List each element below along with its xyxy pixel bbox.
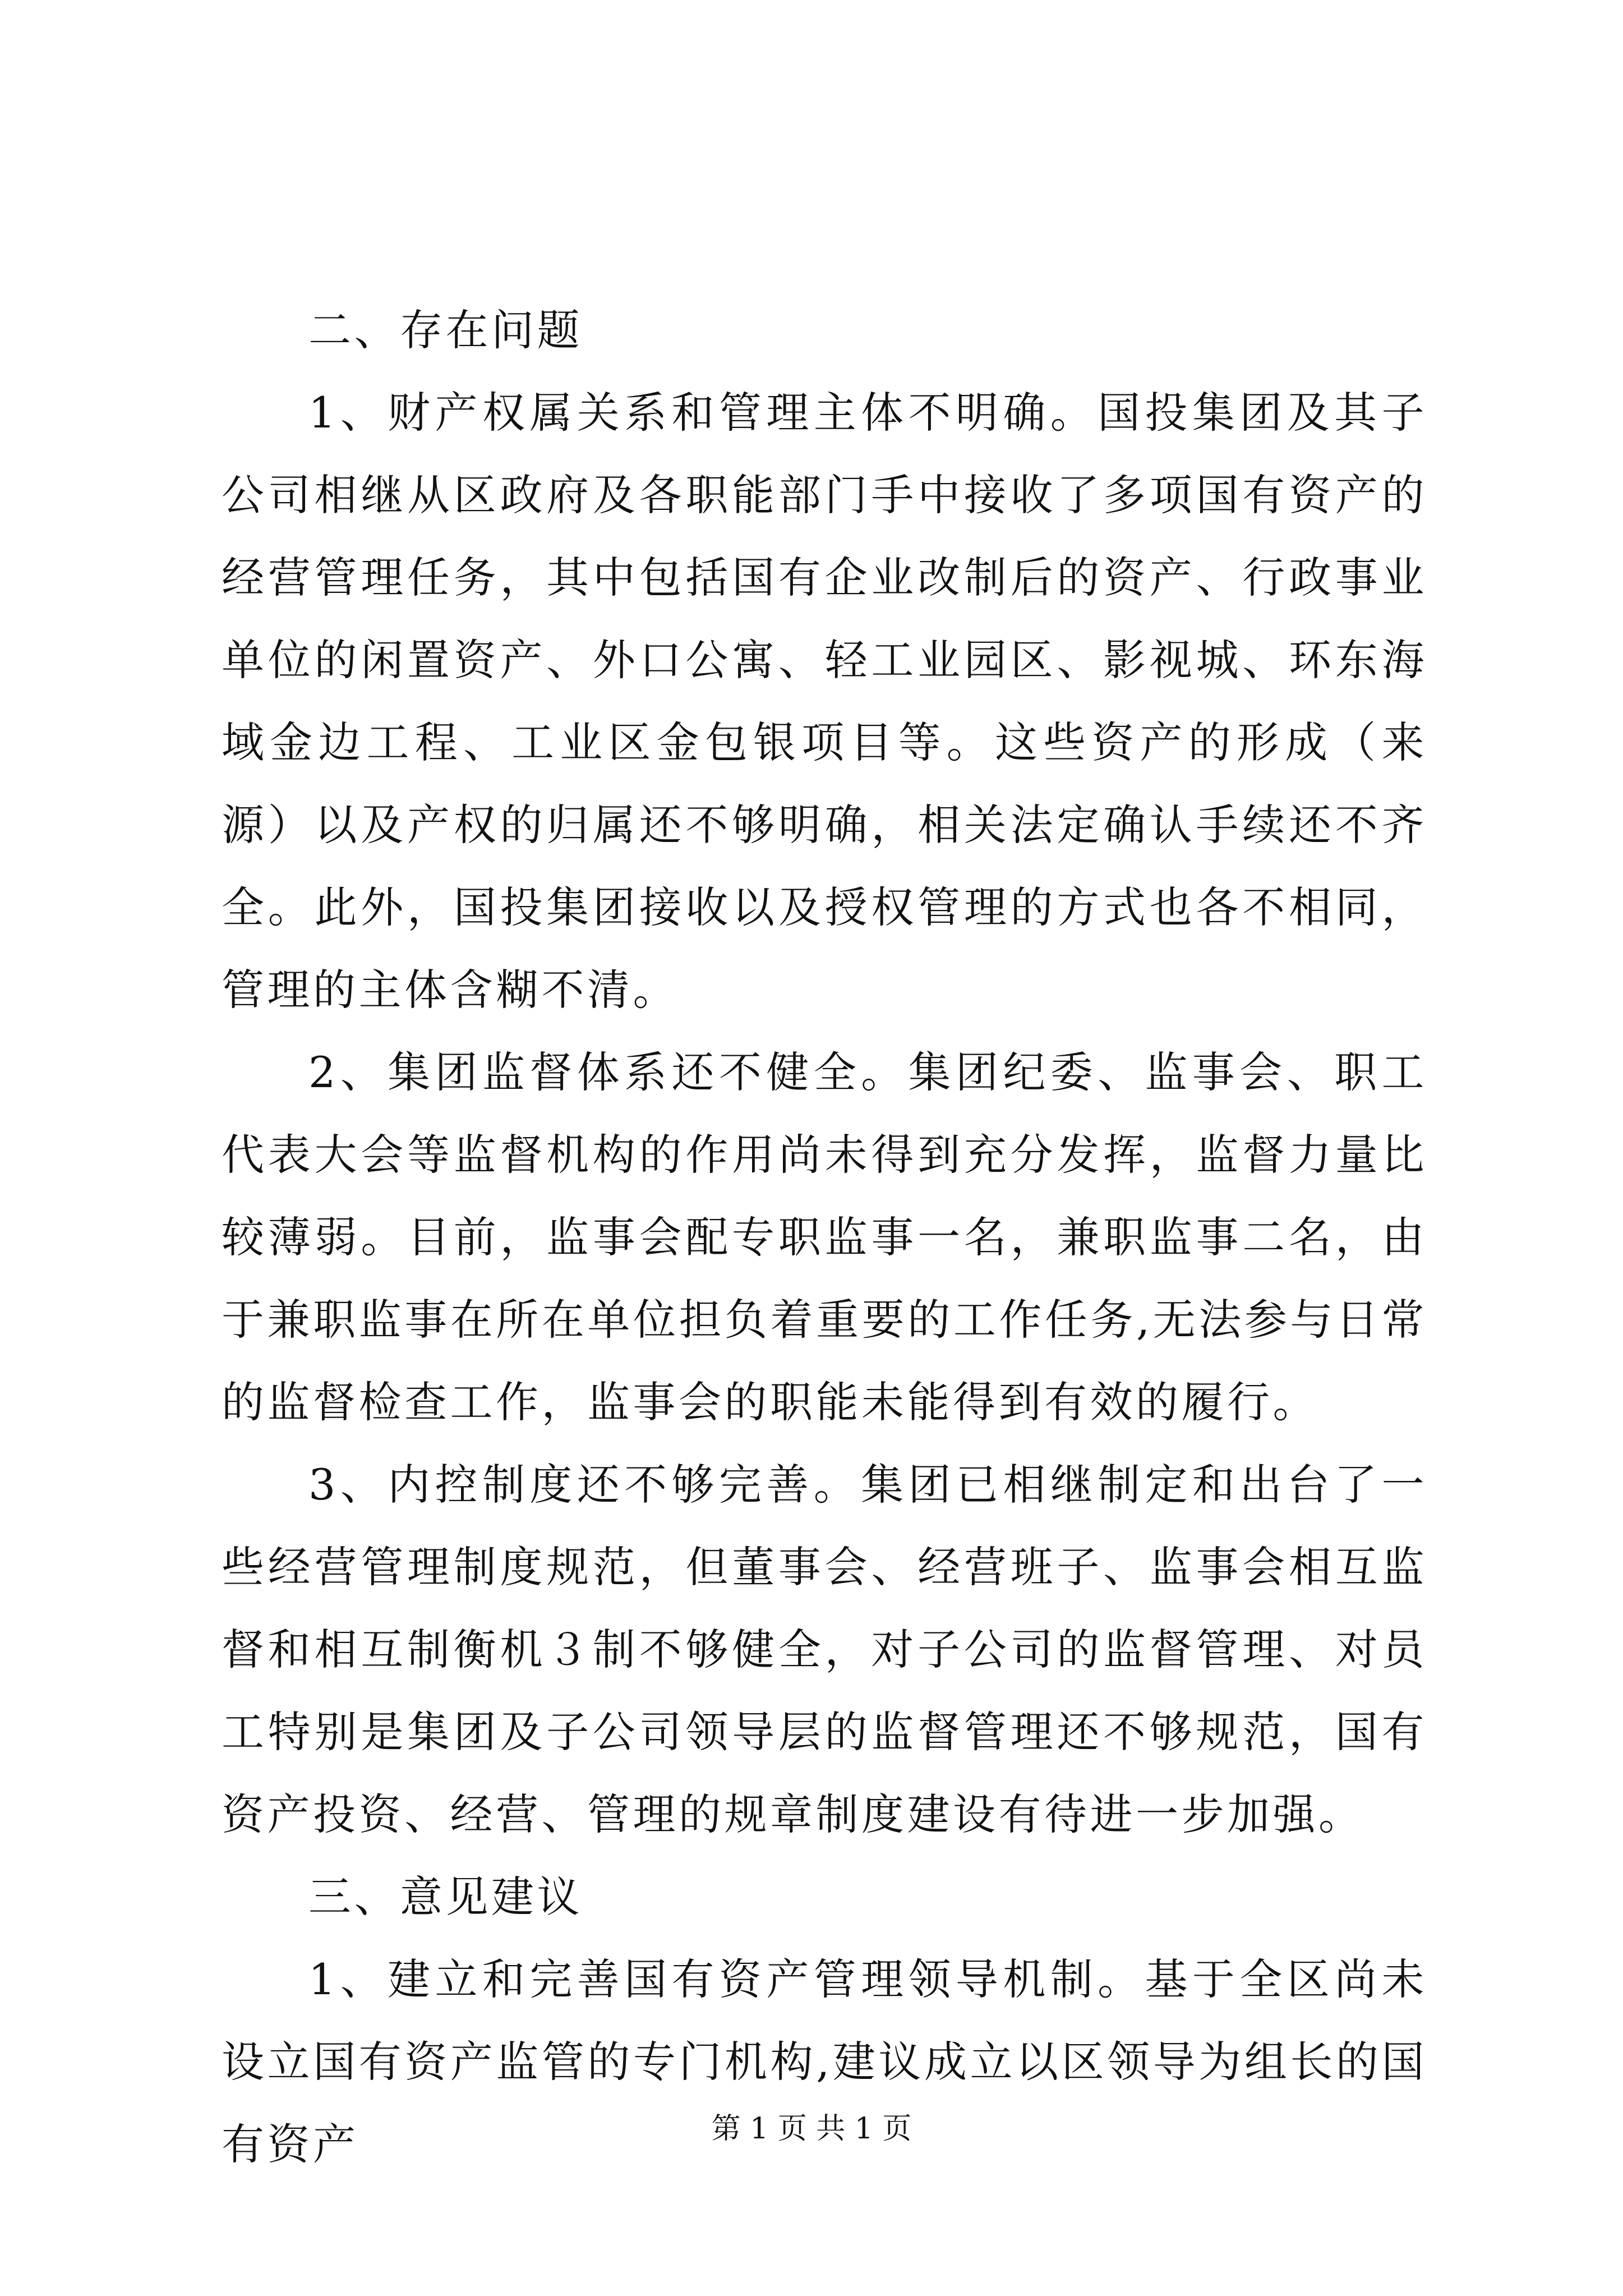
paragraph-supervision-system: 2、集团监督体系还不健全。集团纪委、监事会、职工代表大会等监督机构的作用尚未得到充分发挥，监督力量比较薄弱。目前，监事会配专职监事一名，兼职监事二名，由于兼职监事在所在单位担负着重要的工作任务,无法参与日常的监督检查工作，监事会的职能未能得到有效的履行。: [222, 1047, 1427, 1427]
page-number-footer: 第 1 页 共 1 页: [711, 2112, 912, 2146]
document-body: [222, 289, 1427, 2185]
section-heading-problems: 二、存在问题: [308, 305, 583, 355]
paragraph-internal-control: 3、内控制度还不够完善。集团已相继制定和出台了一些经营管理制度规范，但董事会、经营班子、监事会相互监督和相互制衡机３制不够健全，对子公司的监督管理、对员工特别是集团及子公司领导层的监督管理还不够规范，国有资产投资、经营、管理的规章制度建设有待进一步加强。: [222, 1460, 1427, 1839]
paragraph-leadership-mechanism: 1、建立和完善国有资产管理领导机制。基于全区尚未设立国有资产监管的专门机构,建议成立以区领导为组长的国有资产: [222, 1954, 1427, 2169]
section-heading-suggestions: 三、意见建议: [308, 1872, 583, 1922]
paragraph-property-rights: 1、财产权属关系和管理主体不明确。国投集团及其子公司相继从区政府及各职能部门手中接收了多项国有资产的经营管理任务，其中包括国有企业改制后的资产、行政事业单位的闲置资产、外口公寓、轻工业园区、影视城、环东海域金边工程、工业区金包银项目等。这些资产的形成（来源）以及产权的归属还不够明确，相关法定确认手续还不齐全。此外，国投集团接收以及授权管理的方式也各不相同，管理的主体含糊不清。: [222, 388, 1427, 1015]
